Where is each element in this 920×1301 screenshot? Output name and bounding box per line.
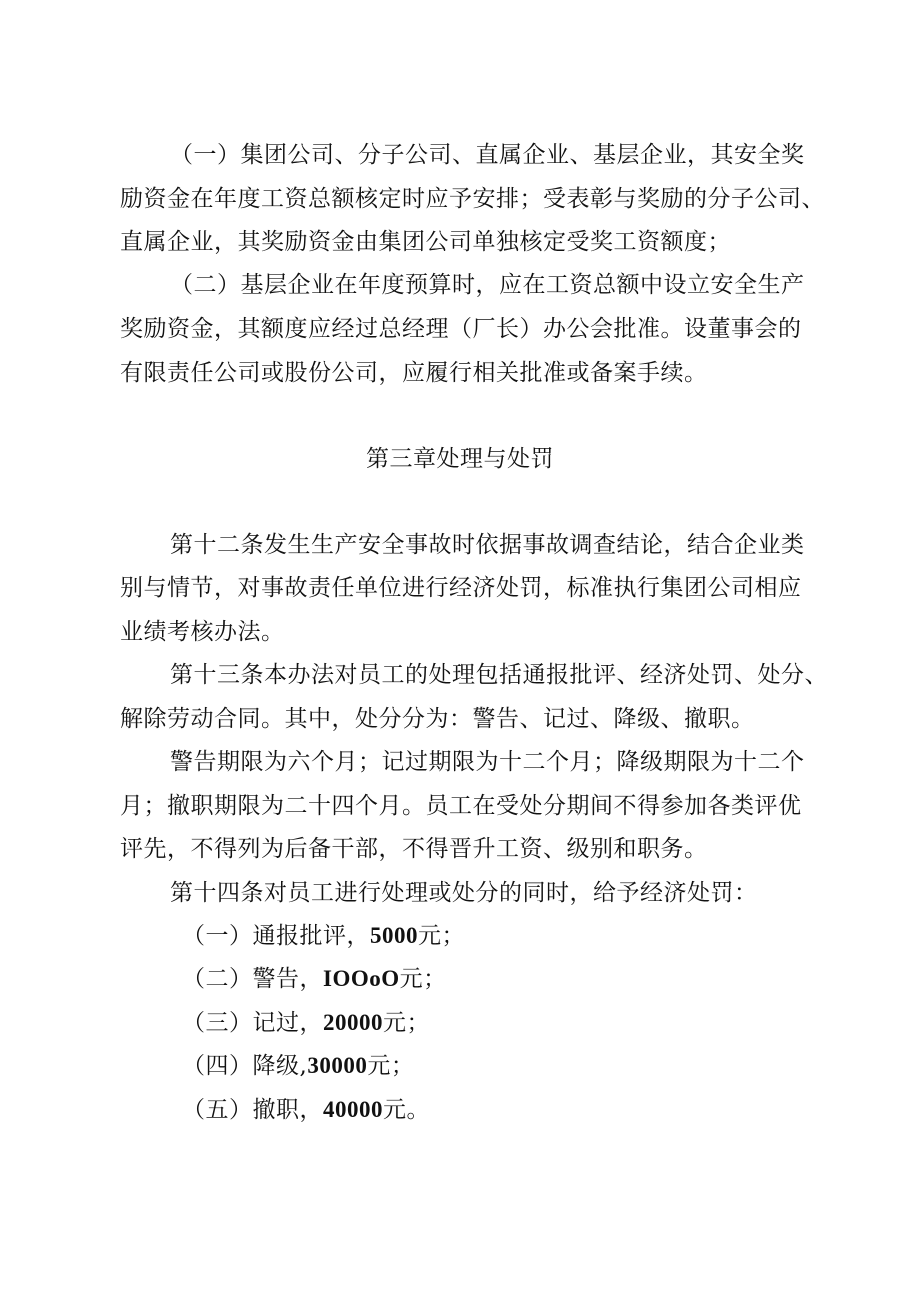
penalty-item	[182, 963, 447, 995]
penalty-amount: IOOoO	[323, 966, 400, 991]
paragraph-line: 直属企业，其奖励资金由集团公司单独核定受奖工资额度；	[120, 229, 731, 255]
penalty-unit: 元。	[383, 1097, 430, 1123]
article-14-line: 第十四条对员工进行处理或处分的同时，给予经济处罚：	[170, 880, 758, 906]
penalty-amount: 40000	[323, 1097, 383, 1122]
penalty-amount: 5000	[370, 923, 418, 948]
article-12-line: 第十二条发生生产安全事故时依据事故调查结论，结合企业类	[170, 532, 805, 558]
penalty-amount: 30000	[307, 1053, 368, 1078]
paragraph-line: 励资金在年度工资总额核定时应予安排；受表彰与奖励的分子公司、	[120, 186, 825, 212]
warning-period-line: 警告期限为六个月；记过期限为十二个月；降级期限为十二个	[170, 749, 805, 775]
penalty-label: （一）通报批评，	[182, 923, 370, 949]
paragraph-line: 有限责任公司或股份公司，应履行相关批准或备案手续。	[120, 360, 708, 386]
penalty-label: （四）降级,	[182, 1053, 308, 1079]
warning-period-line: 评先，不得列为后备干部，不得晋升工资、级别和职务。	[120, 836, 708, 862]
penalty-unit: 元；	[399, 966, 447, 992]
penalty-unit: 元；	[418, 923, 465, 949]
penalty-unit: 元；	[367, 1053, 415, 1079]
penalty-label: （五）撤职，	[182, 1097, 323, 1123]
article-13-line: 第十三条本办法对员工的处理包括通报批评、经济处罚、处分、	[170, 662, 828, 688]
warning-period-line: 月；撤职期限为二十四个月。员工在受处分期间不得参加各类评优	[120, 793, 802, 819]
paragraph-line: 奖励资金，其额度应经过总经理（厂长）办公会批准。设董事会的	[120, 316, 802, 342]
penalty-item	[182, 1007, 430, 1039]
penalty-label: （二）警告，	[182, 966, 323, 992]
penalty-item	[182, 1050, 414, 1082]
penalty-unit: 元；	[383, 1010, 430, 1036]
article-12-line: 业绩考核办法。	[120, 619, 285, 645]
article-12-line: 别与情节，对事故责任单位进行经济处罚，标准执行集团公司相应	[120, 575, 802, 601]
penalty-item	[182, 1094, 430, 1126]
paragraph-line: （一）集团公司、分子公司、直属企业、基层企业，其安全奖	[170, 142, 805, 168]
penalty-item	[182, 920, 465, 952]
penalty-label: （三）记过，	[182, 1010, 323, 1036]
chapter-title: 第三章处理与处罚	[366, 446, 554, 472]
penalty-amount: 20000	[323, 1010, 383, 1035]
paragraph-line: （二）基层企业在年度预算时，应在工资总额中设立安全生产	[170, 272, 805, 298]
article-13-line: 解除劳动合同。其中，处分分为：警告、记过、降级、撤职。	[120, 706, 755, 732]
